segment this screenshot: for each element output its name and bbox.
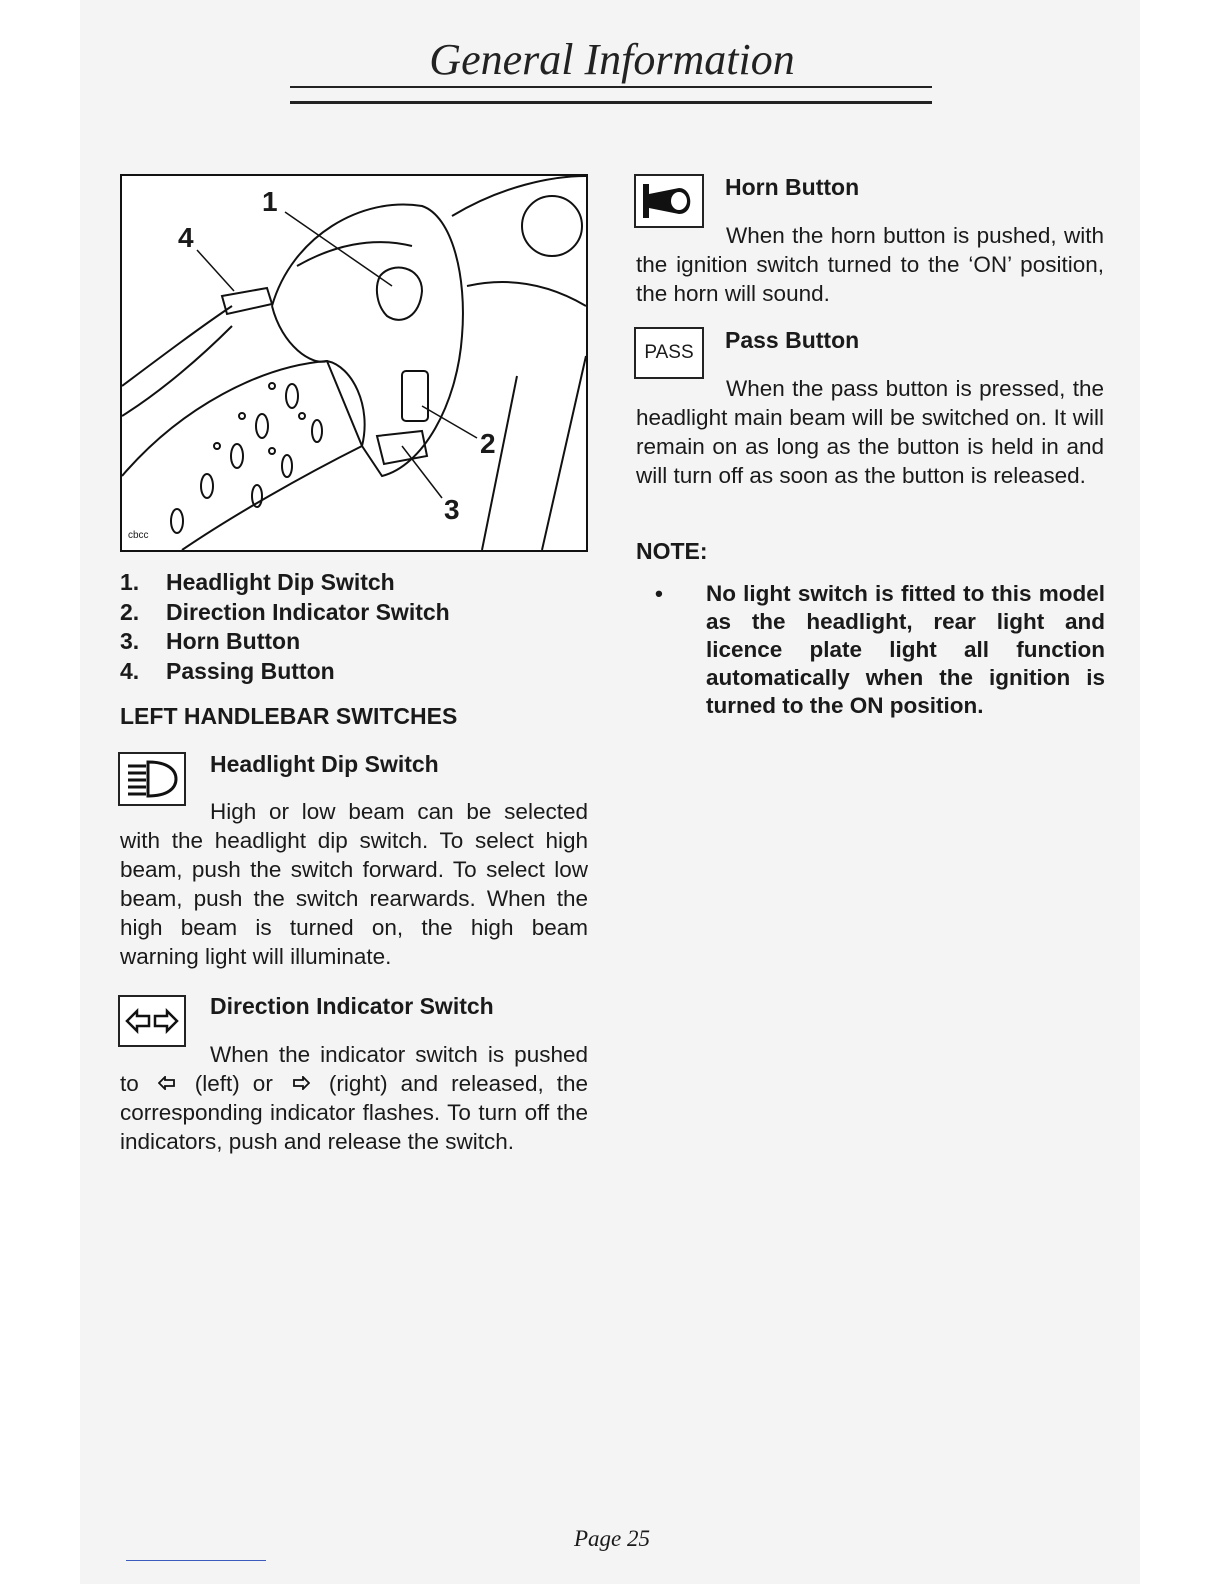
callout-1: 1 [262, 186, 278, 217]
callout-4: 4 [178, 222, 194, 253]
direction-indicator-switch-text: When the indicator switch is pushed to (left) or (right) and released, the corresponding indicator flashes. To turn off the indicators, push and release the switch. [120, 1042, 588, 1154]
horn-button-text: When the horn button is pushed, with the ignition switch turned to the ‘ON’ position, the horn will sound. [636, 223, 1104, 306]
direction-indicator-switch-title: Direction Indicator Switch [210, 993, 494, 1019]
footer-line [126, 1560, 266, 1561]
horn-button-title: Horn Button [725, 174, 860, 200]
page-number: Page 25 [573, 1526, 650, 1551]
callout-3: 3 [444, 494, 460, 525]
handlebar-switch-illustration [120, 174, 588, 552]
figure-legend [120, 568, 450, 686]
pass-button-text: When the pass button is pressed, the headlight main beam will be switched on. It will remain on as long as the button is held in and will turn off as soon as the button is released. [636, 376, 1104, 488]
horn-icon [634, 174, 704, 228]
pass-button-title: Pass Button [725, 327, 860, 353]
legend-item: 2. Direction Indicator Switch [120, 598, 450, 625]
page-title: General Information [429, 35, 795, 84]
left-arrow-icon [158, 1076, 176, 1090]
legend-item: 3. Horn Button [120, 628, 301, 654]
legend-item: 4. Passing Button [120, 657, 335, 684]
legend-item: 1. Headlight Dip Switch [120, 569, 395, 595]
header-rule-thick [290, 101, 932, 104]
right-arrow-icon [292, 1076, 310, 1090]
bullet: • [655, 581, 663, 606]
note-item: • No light switch is fitted to this model as the headlight, rear light and licence plate light all function automatically when the ignition is turned to the ON position. [655, 581, 1105, 718]
section-heading: LEFT HANDLEBAR SWITCHES [120, 703, 458, 729]
headlight-dip-switch-title: Headlight Dip Switch [210, 751, 439, 777]
callout-2: 2 [480, 428, 496, 459]
header-rule-thin [290, 86, 932, 88]
note-label: NOTE: [636, 538, 708, 564]
pass-icon: PASS [634, 327, 704, 379]
image-code: cbcc [128, 530, 149, 541]
headlight-dip-switch-text: High or low beam can be selected with the headlight dip switch. To select high beam, push the switch forward. To select low beam, push the switch rearwards. When the high beam is turned on, the high beam warning light will illuminate. [120, 799, 588, 969]
